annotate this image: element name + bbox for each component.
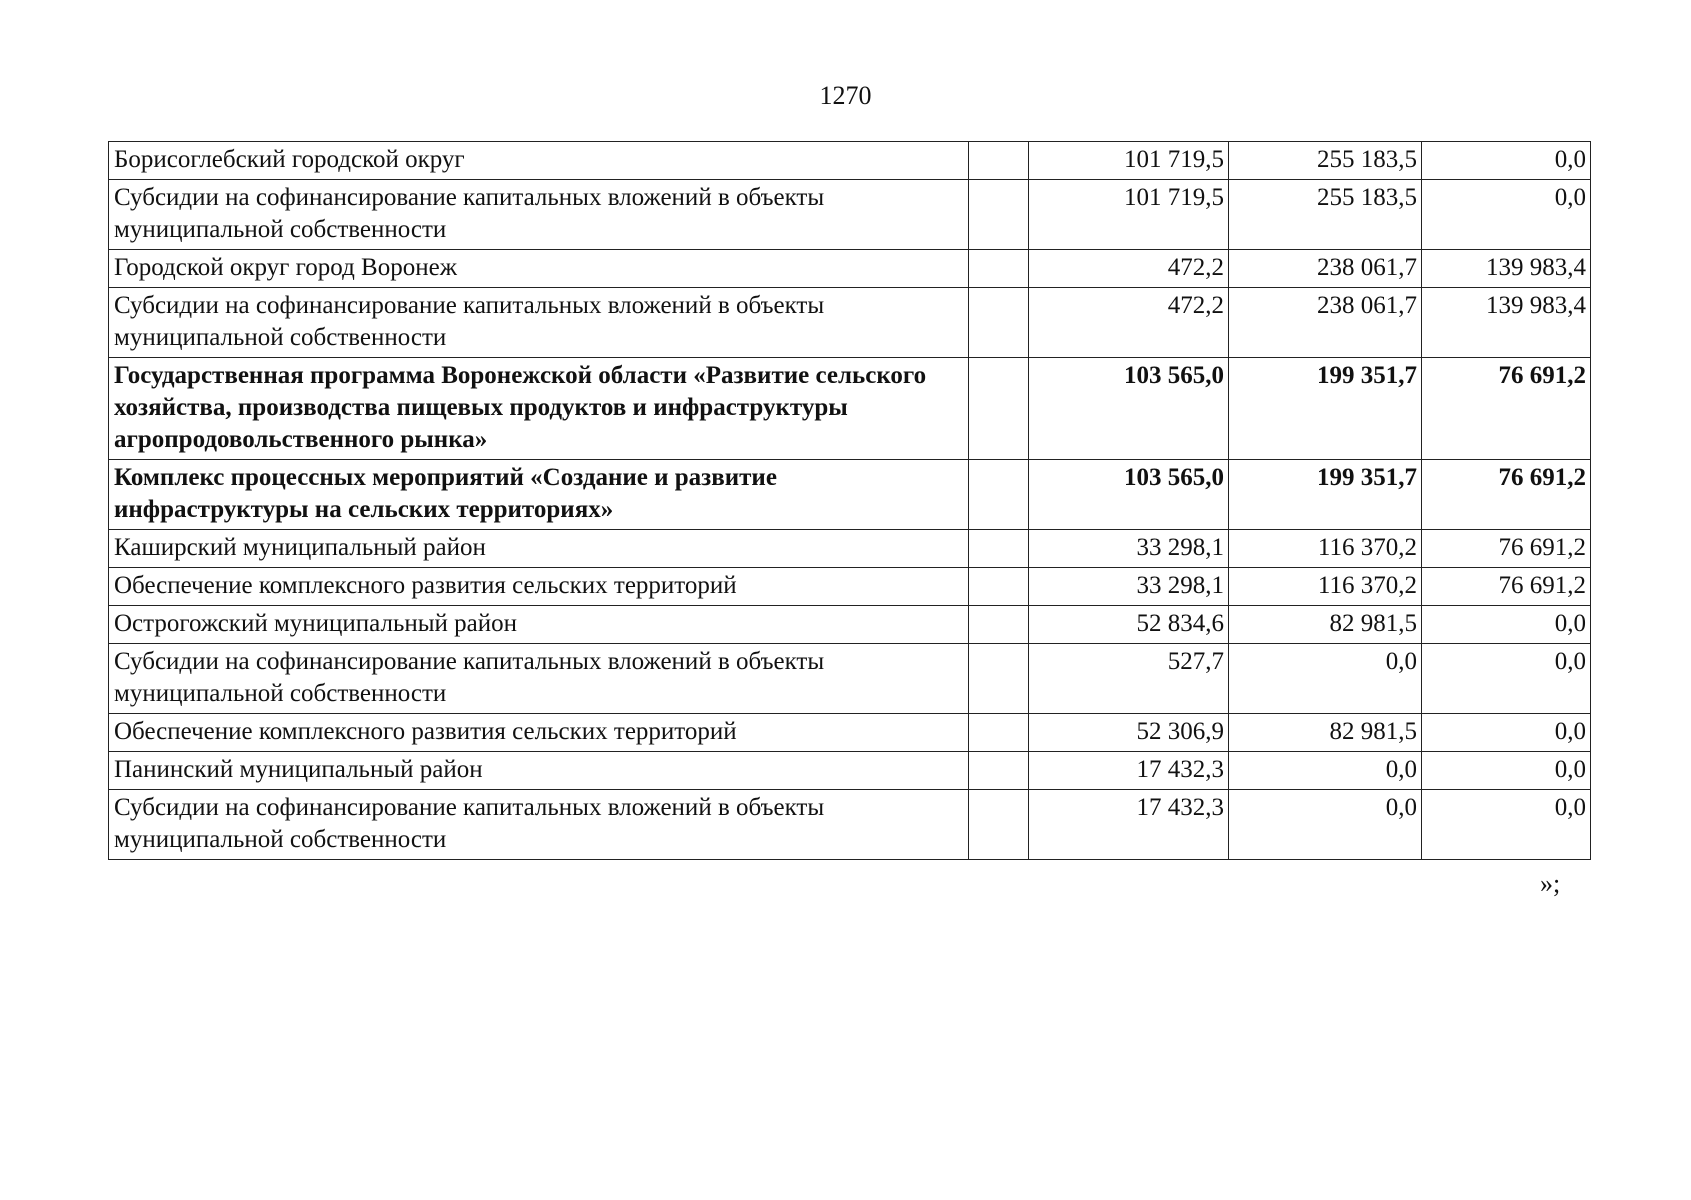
row-name-cell: Панинский муниципальный район — [109, 752, 969, 790]
row-name-cell: Субсидии на софинансирование капитальных вложений в объекты муниципальной собственности — [109, 180, 969, 250]
row-name-cell: Борисоглебский городской округ — [109, 142, 969, 180]
row-name-cell: Государственная программа Воронежской области «Развитие сельского хозяйства, производства пищевых продуктов и инфраструктуры агропродовольственного рынка» — [109, 358, 969, 460]
row-name-cell: Обеспечение комплексного развития сельских территорий — [109, 568, 969, 606]
table-row — [109, 460, 1591, 530]
row-value-2-cell: 199 351,7 — [1229, 460, 1422, 530]
row-name-cell: Субсидии на софинансирование капитальных вложений в объекты муниципальной собственности — [109, 790, 969, 860]
table-row — [109, 250, 1591, 288]
row-value-1-cell: 52 834,6 — [1029, 606, 1229, 644]
row-value-1-cell: 103 565,0 — [1029, 460, 1229, 530]
row-name-cell: Субсидии на софинансирование капитальных вложений в объекты муниципальной собственности — [109, 288, 969, 358]
row-value-2-cell: 199 351,7 — [1229, 358, 1422, 460]
row-code-cell — [969, 358, 1029, 460]
row-value-1-cell: 17 432,3 — [1029, 790, 1229, 860]
row-value-3-cell: 0,0 — [1422, 142, 1591, 180]
row-value-1-cell: 472,2 — [1029, 288, 1229, 358]
row-value-3-cell: 76 691,2 — [1422, 568, 1591, 606]
table-row — [109, 714, 1591, 752]
table-row — [109, 752, 1591, 790]
row-code-cell — [969, 714, 1029, 752]
table-row — [109, 142, 1591, 180]
row-value-2-cell: 255 183,5 — [1229, 180, 1422, 250]
row-value-1-cell: 101 719,5 — [1029, 180, 1229, 250]
row-value-3-cell: 76 691,2 — [1422, 530, 1591, 568]
row-code-cell — [969, 530, 1029, 568]
row-name-cell: Городской округ город Воронеж — [109, 250, 969, 288]
row-name-cell: Острогожский муниципальный район — [109, 606, 969, 644]
row-value-1-cell: 52 306,9 — [1029, 714, 1229, 752]
closing-quote-mark: »; — [1540, 869, 1561, 898]
row-name-cell: Обеспечение комплексного развития сельских территорий — [109, 714, 969, 752]
row-value-2-cell: 238 061,7 — [1229, 288, 1422, 358]
table-row — [109, 606, 1591, 644]
row-code-cell — [969, 606, 1029, 644]
row-value-3-cell: 0,0 — [1422, 790, 1591, 860]
row-value-2-cell: 0,0 — [1229, 644, 1422, 714]
row-value-2-cell: 0,0 — [1229, 790, 1422, 860]
row-code-cell — [969, 142, 1029, 180]
row-value-3-cell: 0,0 — [1422, 714, 1591, 752]
row-name-cell: Субсидии на софинансирование капитальных вложений в объекты муниципальной собственности — [109, 644, 969, 714]
row-name-cell: Комплекс процессных мероприятий «Создание и развитие инфраструктуры на сельских территориях» — [109, 460, 969, 530]
row-value-3-cell: 0,0 — [1422, 606, 1591, 644]
table-row — [109, 568, 1591, 606]
row-value-3-cell: 76 691,2 — [1422, 358, 1591, 460]
table-row — [109, 358, 1591, 460]
row-value-3-cell: 139 983,4 — [1422, 250, 1591, 288]
row-value-2-cell: 116 370,2 — [1229, 568, 1422, 606]
row-value-1-cell: 103 565,0 — [1029, 358, 1229, 460]
row-value-1-cell: 101 719,5 — [1029, 142, 1229, 180]
row-value-2-cell: 0,0 — [1229, 752, 1422, 790]
row-value-2-cell: 238 061,7 — [1229, 250, 1422, 288]
budget-table — [108, 141, 1591, 860]
row-value-2-cell: 82 981,5 — [1229, 606, 1422, 644]
row-code-cell — [969, 644, 1029, 714]
row-name-cell: Каширский муниципальный район — [109, 530, 969, 568]
row-value-3-cell: 76 691,2 — [1422, 460, 1591, 530]
row-value-3-cell: 139 983,4 — [1422, 288, 1591, 358]
row-code-cell — [969, 460, 1029, 530]
row-code-cell — [969, 288, 1029, 358]
table-row — [109, 644, 1591, 714]
row-value-3-cell: 0,0 — [1422, 752, 1591, 790]
row-value-2-cell: 82 981,5 — [1229, 714, 1422, 752]
table-row — [109, 530, 1591, 568]
row-code-cell — [969, 180, 1029, 250]
row-value-1-cell: 33 298,1 — [1029, 568, 1229, 606]
row-value-2-cell: 116 370,2 — [1229, 530, 1422, 568]
row-code-cell — [969, 790, 1029, 860]
table-body — [109, 142, 1591, 860]
row-value-3-cell: 0,0 — [1422, 644, 1591, 714]
row-value-1-cell: 472,2 — [1029, 250, 1229, 288]
row-value-3-cell: 0,0 — [1422, 180, 1591, 250]
page-number: 1270 — [819, 81, 872, 110]
row-value-1-cell: 33 298,1 — [1029, 530, 1229, 568]
row-code-cell — [969, 752, 1029, 790]
table-row — [109, 180, 1591, 250]
row-value-1-cell: 527,7 — [1029, 644, 1229, 714]
table-row — [109, 790, 1591, 860]
row-code-cell — [969, 568, 1029, 606]
row-value-1-cell: 17 432,3 — [1029, 752, 1229, 790]
row-value-2-cell: 255 183,5 — [1229, 142, 1422, 180]
row-code-cell — [969, 250, 1029, 288]
table-row — [109, 288, 1591, 358]
